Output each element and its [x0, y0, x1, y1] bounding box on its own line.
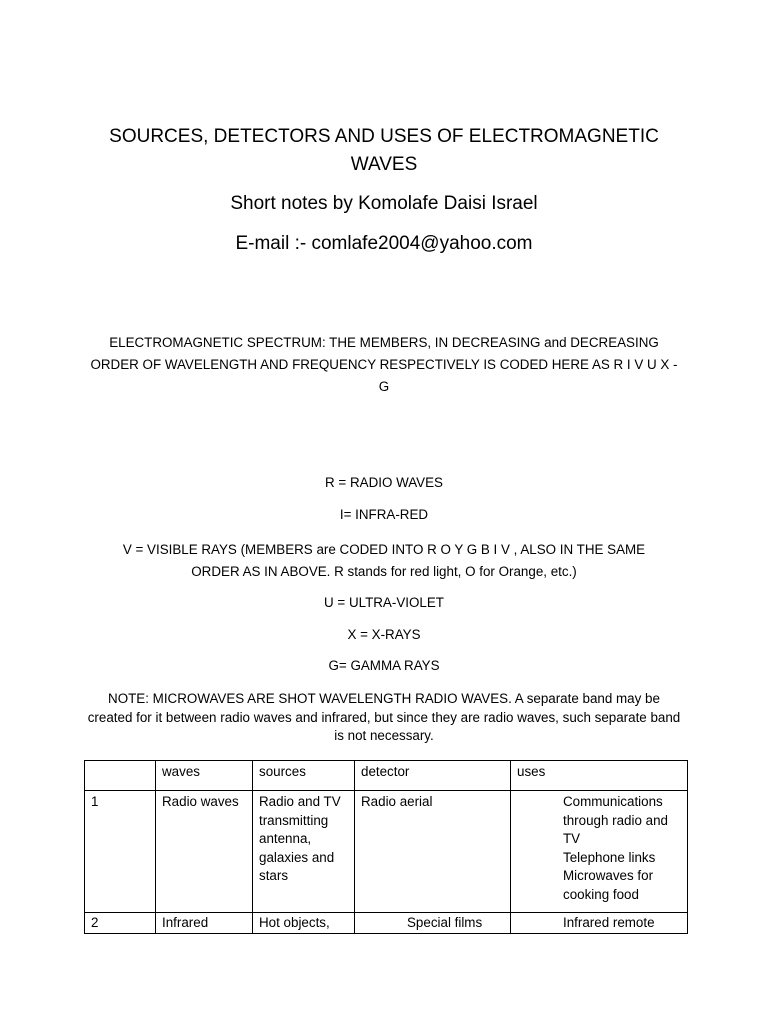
wave-name: Infrared: [156, 913, 253, 934]
document-title: SOURCES, DETECTORS AND USES OF ELECTROMAGNETIC WAVES: [109, 126, 659, 175]
wave-detector: Radio aerial: [355, 791, 511, 913]
legend-xrays: X = X-RAYS: [347, 627, 421, 642]
legend-radio: R = RADIO WAVES: [325, 475, 443, 490]
microwave-note: NOTE: MICROWAVES ARE SHOT WAVELENGTH RADIO WAVES. A separate band may be created for it between radio waves and infrared, but since they are radio waves, such separate band is not necessary.: [87, 691, 681, 743]
wave-uses: [511, 791, 688, 913]
em-waves-table: [84, 760, 688, 934]
table-row: [85, 791, 688, 913]
wave-sources: Radio and TV transmitting antenna, galaxies and stars: [253, 791, 355, 913]
header-cell-uses: uses: [511, 761, 688, 791]
use-item: Microwaves for cooking food: [563, 868, 654, 902]
legend-gamma: G= GAMMA RAYS: [328, 658, 440, 673]
table-header-row: [85, 761, 688, 791]
email-line: E-mail :- comlafe2004@yahoo.com: [235, 233, 533, 254]
header-cell-waves: waves: [156, 761, 253, 791]
row-number: 1: [85, 791, 156, 913]
legend-visible: V = VISIBLE RAYS (MEMBERS are CODED INTO R O Y G B I V , ALSO IN THE SAME ORDER AS IN ABOVE. R stands for red light, O for Orange, etc.): [122, 542, 646, 579]
legend-infrared: I= INFRA-RED: [339, 507, 429, 522]
header-cell-index: [85, 761, 156, 791]
header-cell-detector: detector: [355, 761, 511, 791]
wave-name: Radio waves: [156, 791, 253, 913]
wave-uses: [511, 913, 688, 934]
author-line: Short notes by Komolafe Daisi Israel: [230, 193, 538, 214]
table-row: [85, 913, 688, 934]
row-number: 2: [85, 913, 156, 934]
use-item: Telephone links: [563, 849, 656, 865]
use-item: Infrared remote: [563, 915, 655, 930]
wave-sources: Hot objects,: [253, 913, 355, 934]
use-item: Communications through radio and TV: [563, 794, 668, 846]
legend-ultraviolet: U = ULTRA-VIOLET: [324, 595, 444, 610]
wave-detector: Special films: [355, 913, 511, 934]
header-cell-sources: sources: [253, 761, 355, 791]
spectrum-intro: ELECTROMAGNETIC SPECTRUM: THE MEMBERS, IN DECREASING and DECREASING ORDER OF WAVELENGTH AND FREQUENCY RESPECTIVELY IS CODED HERE AS R I V U X - G: [90, 335, 678, 394]
